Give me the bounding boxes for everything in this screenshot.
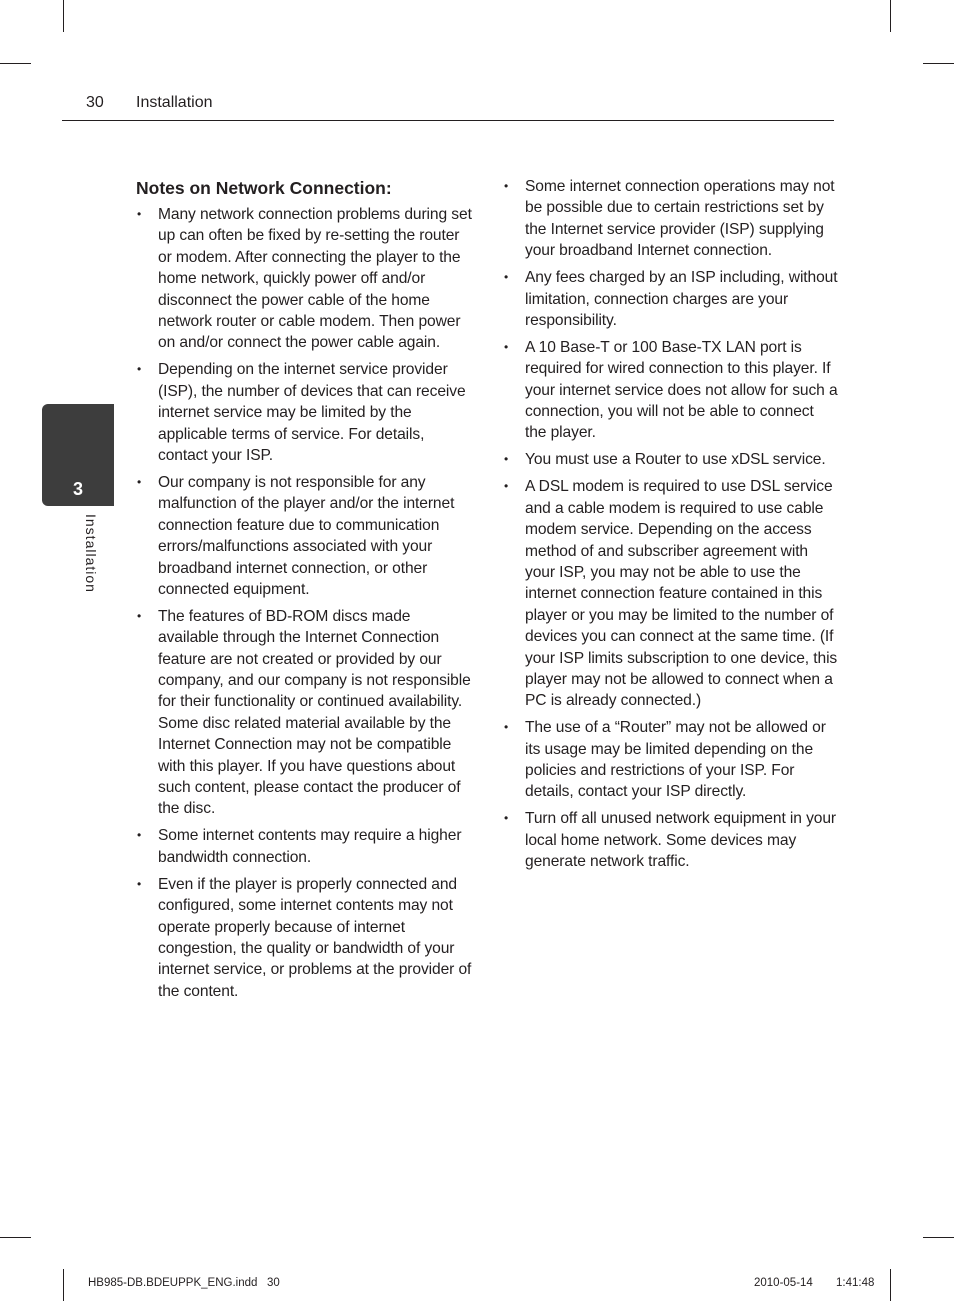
chapter-number: 3 [72, 479, 83, 499]
section-title: Installation [136, 94, 213, 111]
page-number: 30 [86, 94, 104, 111]
list-item: • Depending on the internet service provider (ISP), the number of devices that can receive internet service may be limited by the applicable terms of service. For details, contact your ISP. [136, 359, 472, 466]
notes-heading: Notes on Network Connection: [136, 178, 392, 198]
crop-mark [63, 1269, 64, 1301]
list-item: • Some internet connection operations may not be possible due to certain restrictions set by the Internet service provider (ISP) supplying your broadband Internet connection. [503, 176, 839, 262]
list-item: • You must use a Router to use xDSL service. [503, 449, 839, 470]
list-item: • Our company is not responsible for any malfunction of the player and/or the internet connection feature due to communication errors/malfunctions associated with your broadband internet connection, or other connected equipment. [136, 472, 472, 600]
crop-mark [63, 0, 64, 32]
page-header [62, 92, 834, 121]
crop-mark [0, 63, 31, 64]
crop-mark [890, 0, 891, 32]
right-column [503, 176, 839, 878]
footer-time: 1:41:48 [836, 1277, 875, 1289]
list-item: • The features of BD-ROM discs made available through the Internet Connection feature are not created or provided by our company, and our company is not responsible for their functionality or continued availability. Some disc related material available by the Internet Connection may not be compatible with this player. If you have questions about such content, please contact the producer of the disc. [136, 606, 472, 820]
notes-list-right [503, 176, 839, 873]
list-item: • Even if the player is properly connected and configured, some internet contents may not operate properly because of internet congestion, the quality or bandwidth of your internet service, or problems at the provider of the content. [136, 874, 472, 1002]
left-column [136, 176, 472, 1008]
chapter-label: Installation [83, 514, 99, 593]
notes-list-left [136, 204, 472, 1002]
crop-mark [923, 63, 954, 64]
list-item: • A DSL modem is required to use DSL service and a cable modem is required to use cable modem service. Depending on the access method of and subscriber agreement with your ISP, you may not be able to use the internet connection feature contained in this player or you may be limited to the number of devices you can connect at the same time. (If your ISP limits subscription to one device, this player may not be allowed to connect when a PC is already connected.) [503, 476, 839, 711]
list-item: • Some internet contents may require a higher bandwidth connection. [136, 825, 472, 868]
crop-mark [923, 1237, 954, 1238]
list-item: • Many network connection problems during set up can often be fixed by re-setting the router or modem. After connecting the player to the home network, quickly power off and/or disconnect the power cable of the home network router or cable modem. Then power on and/or connect the power cable again. [136, 204, 472, 354]
footer-date: 2010-05-14 [754, 1277, 813, 1289]
crop-mark [890, 1269, 891, 1301]
list-item: • Any fees charged by an ISP including, without limitation, connection charges are your responsibility. [503, 267, 839, 331]
list-item: • Turn off all unused network equipment in your local home network. Some devices may generate network traffic. [503, 808, 839, 872]
footer-file: HB985-DB.BDEUPPK_ENG.indd 30 [88, 1277, 280, 1289]
chapter-tab [42, 404, 114, 506]
list-item: • The use of a “Router” may not be allowed or its usage may be limited depending on the policies and restrictions of your ISP. For details, contact your ISP directly. [503, 717, 839, 803]
list-item: • A 10 Base-T or 100 Base-TX LAN port is required for wired connection to this player. If your internet service does not allow for such a connection, you will not be able to connect the player. [503, 337, 839, 444]
crop-mark [0, 1237, 31, 1238]
